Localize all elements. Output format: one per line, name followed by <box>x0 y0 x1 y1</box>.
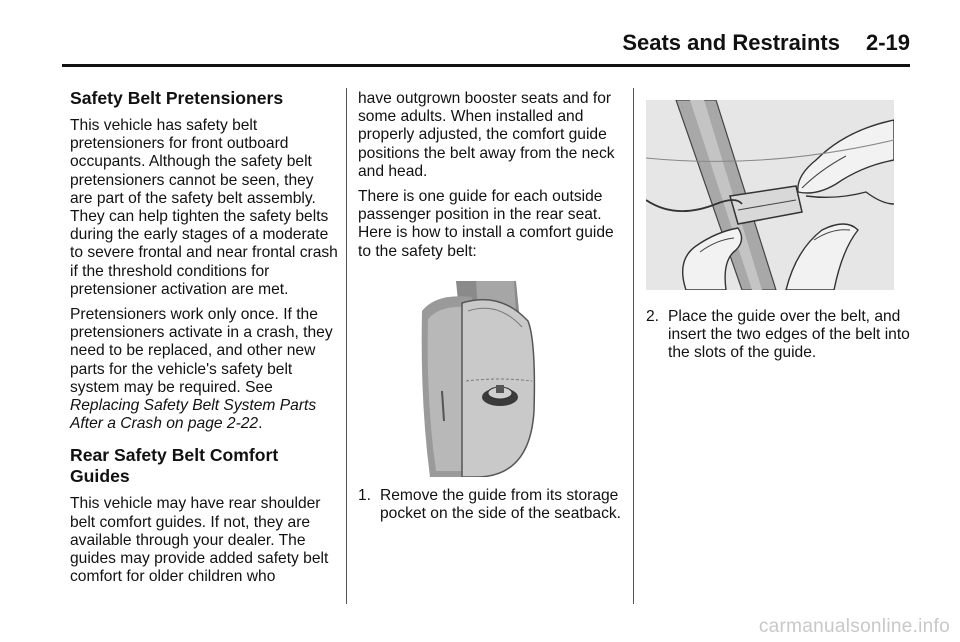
column-divider-2 <box>633 88 634 604</box>
paragraph-pretensioners-once <box>70 306 338 433</box>
paragraph-comfort-guide-position: have outgrown booster seats and for some adults. When installed and properly adjusted, the comfort guide positions the belt away from the neck and head. <box>358 90 615 180</box>
paragraph-comfort-guides: This vehicle may have rear shoulder belt comfort guides. If not, they are available through your dealer. The guides may provide added safety belt comfort for older children who <box>70 495 329 586</box>
step-number: 2. <box>646 308 660 325</box>
step-text: Remove the guide from its storage pocket on the side of the seatback. <box>380 486 621 523</box>
step-number: 1. <box>358 486 372 504</box>
column-2 <box>358 90 626 523</box>
paragraph-one-guide-each: There is one guide for each outside passenger position in the rear seat. Here is how to install a comfort guide to the safety belt: <box>358 188 614 260</box>
heading-rear-comfort-guides: Rear Safety Belt Comfort Guides <box>70 445 279 487</box>
column-3 <box>646 100 914 363</box>
seatback-guide-illustration <box>416 281 536 477</box>
heading-safety-belt-pretensioners: Safety Belt Pretensioners <box>70 88 284 108</box>
period: . <box>258 415 263 433</box>
watermark: carmanualsonline.info <box>758 616 950 637</box>
column-divider-1 <box>346 88 347 604</box>
step-1 <box>358 487 626 523</box>
page-number: 2-19 <box>865 30 910 55</box>
column-1 <box>70 88 338 593</box>
step-text: Place the guide over the belt, and insert the two edges of the belt into the slots of the guide. <box>668 308 910 362</box>
section-title: Seats and Restraints <box>622 30 840 55</box>
paragraph-text: Pretensioners work only once. If the pretensioners activate in a crash, they need to be replaced, and other new parts for the vehicle's safety belt system may be required. See <box>70 306 333 396</box>
paragraph-pretensioners-intro: This vehicle has safety belt pretensioners for front outboard occupants. Although the safety belt pretensioners cannot be seen, they are part of the safety belt assembly. They can help tighten the safety belts during the early stages of a moderate to severe frontal and near frontal crash if the threshold conditions for pretensioner activation are met. <box>70 117 338 298</box>
step-2 <box>646 308 914 363</box>
belt-guide-install-illustration <box>646 100 894 290</box>
page-header <box>580 30 910 56</box>
header-rule <box>62 64 910 67</box>
cross-reference-link[interactable]: Replacing Safety Belt System Parts After a Crash on page 2-22 <box>70 397 317 433</box>
